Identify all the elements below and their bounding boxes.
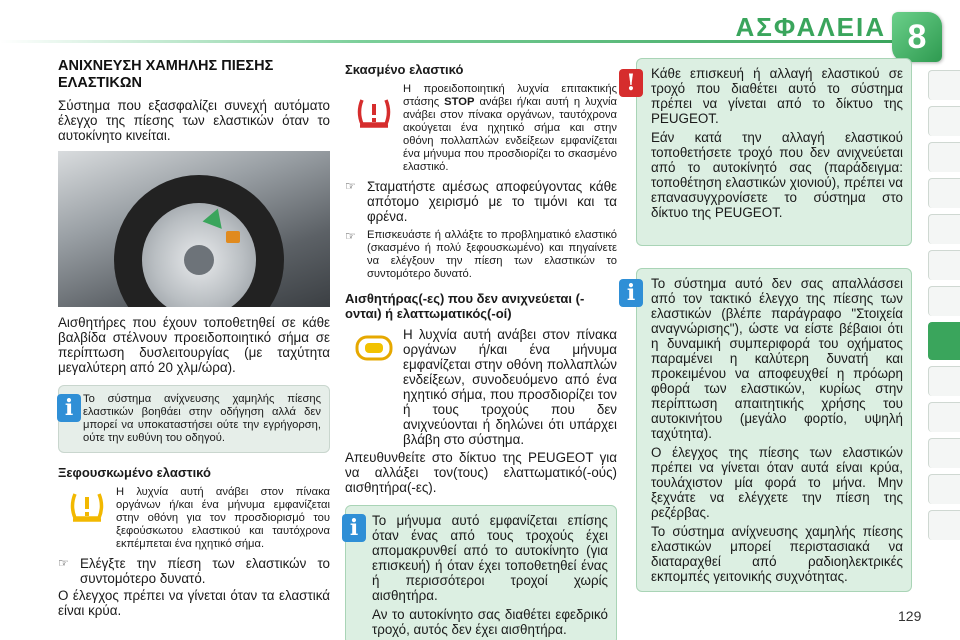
info-note-text: Το σύστημα ανίχνευσης χαμηλής πίεσης ελαστικών βοηθάει στην οδήγηση αλλά δεν μπορεί να υποκαταστήσει ούτε την εγρήγορση, ούτε την ευθύνη του οδηγού. [83, 393, 321, 444]
bullet-hand-icon: ☞ [345, 179, 356, 193]
sensor-fault-title: Αισθητήρας(-ες) που δεν ανιχνεύεται (-ονται) ή ελαττωματικός(-οί) [345, 291, 585, 321]
intro-text: Σύστημα που εξασφαλίζει συνεχή αυτόματο έλεγχο της πίεσης των ελαστικών όταν το αυτοκίνητο κινείται. [58, 98, 330, 143]
tire-pressure-warning-icon [68, 490, 106, 522]
chapter-number-badge: 8 [892, 12, 942, 62]
tire-valve-photo [58, 151, 330, 307]
puncture-bullet-1 [345, 179, 617, 224]
puncture-bullet-2-text: Επισκευάστε ή αλλάξτε το προβληματικό ελαστικό (σκασμένο ή πολύ ξεφουσκωμένο) και πηγαίνετε να ελέγξουν την πίεση των ελαστικών το συντομότερο δυνατό. [367, 229, 617, 280]
info-note-2-text: Το μήνυμα αυτό εμφανίζεται επίσης όταν ένας από τους τροχούς έχει απομακρυνθεί από το αυτοκίνητο (για επισκευή) ή όταν έχει τοποθετηθεί ένας ή περισσότεροι τροχοί χωρίς αισθητήρα. [372, 513, 608, 603]
info-note-box [58, 385, 330, 453]
puncture-text [403, 83, 617, 174]
warning-box [626, 58, 912, 246]
deflated-lamp-slot [58, 486, 116, 551]
chapter-tab[interactable] [928, 70, 960, 100]
info-icon: i [342, 514, 366, 542]
sensor-fault-text: Η λυχνία αυτή ανάβει στον πίνακα οργάνων ή/και ένα μήνυμα εμφανίζεται στην οθόνη πολλαπλών ενδείξεων, συνοδευόμενο από ένα ηχητικό σήμα, που προσδιορίζει τον ή τους τροχούς που δεν ανιχνεύονται ή δηλώνει ότι υπάρχει βλάβη στο σύστημα. [403, 327, 617, 447]
deflated-bullet [58, 556, 330, 586]
contact-network-text: Απευθυνθείτε στο δίκτυο της PEUGEOT για να αλλάξει τον(τους) ελαττωματικό(-ούς) αισθητήρα(-ες). [345, 450, 617, 495]
flat-tire-icon [355, 95, 393, 129]
column-left [58, 58, 330, 618]
wheel-hub [184, 245, 214, 275]
deflated-title: Ξεφουσκωμένο ελαστικό [58, 465, 211, 480]
info-right-text-2: Ο έλεγχος της πίεσης των ελαστικών πρέπει να γίνεται όταν αυτά είναι κρύα, τουλάχιστον μία φορά το μήνα. Μην ξεχνάτε να ελέγχετε την πίεση της ρεζέρβας. [651, 445, 903, 520]
info-note-box-2 [345, 505, 617, 640]
column-right [626, 58, 912, 592]
page-number: 129 [898, 608, 922, 624]
chapter-tab[interactable] [928, 286, 960, 316]
puncture-bullet-1-text: Σταματήστε αμέσως αποφεύγοντας κάθε απότομο χειρισμό με το τιμόνι και τα φρένα. [367, 179, 617, 224]
puncture-lamp-slot [345, 83, 403, 174]
sensor-fault-icon [354, 333, 394, 363]
warning-text-1: Κάθε επισκευή ή αλλαγή ελαστικού σε τροχό που διαθέτει αυτό το σύστημα πρέπει να γίνεται από το δίκτυο της PEUGEOT. [651, 66, 903, 126]
chapter-tab[interactable] [928, 106, 960, 136]
main-title: ΑΝΙΧΝΕΥΣΗ ΧΑΜΗΛΗΣ ΠΙΕΣΗΣ ΕΛΑΣΤΙΚΩΝ [58, 58, 274, 91]
info-icon: i [619, 279, 643, 307]
chapter-tabs [928, 70, 960, 630]
bullet-hand-icon: ☞ [58, 556, 69, 570]
chapter-tab-active[interactable] [928, 322, 960, 360]
spare-wheel-text: Αν το αυτοκίνητο σας διαθέτει εφεδρικό τροχό, αυτός δεν έχει αισθητήρα. [372, 607, 608, 637]
chapter-tab[interactable] [928, 142, 960, 172]
puncture-title: Σκασμένο ελαστικό [345, 62, 464, 77]
section-title: ΑΣΦΑΛΕΙΑ [735, 12, 886, 42]
chapter-tab[interactable] [928, 438, 960, 468]
deflated-row [58, 486, 330, 551]
chapter-tab[interactable] [928, 474, 960, 504]
warning-icon: ! [619, 69, 643, 97]
stop-label: STOP [444, 96, 475, 108]
deflated-bullet-text: Ελέγξτε την πίεση των ελαστικών το συντομότερο δυνατό. [80, 556, 330, 586]
info-icon: i [57, 394, 81, 422]
info-right-text-3: Το σύστημα ανίχνευσης χαμηλής πίεσης ελαστικών μπορεί περιστασιακά να διαταραχθεί από ραδιοηλεκτρικές εκπομπές γειτονικής συχνότητας. [651, 524, 903, 584]
puncture-row [345, 83, 617, 174]
puncture-text-after: ανάβει ή/και αυτή η λυχνία ανάβει στον πίνακα οργάνων, ταυτόχρονα ακούγεται ένα ηχητικό σήμα και στην οθόνη πολλαπλών ενδείξεων εμφανίζεται ένα μήνυμα που προσδιορίζει το σκασμένο ελαστικό. [403, 96, 617, 173]
page-header [0, 0, 960, 56]
info-right-text-1: Το σύστημα αυτό δεν σας απαλλάσσει από τον τακτικό έλεγχο της πίεσης των ελαστικών (βλέπε παράγραφο "Στοιχεία αναγνώρισης"), ώστε να είστε βέβαιοι ότι η δυναμική συμπεριφορά του οχήματος παραμένει η καλύτερη δυνατή και προκειμένου να αποφευχθεί η πρόωρη φθορά των ελαστικών, κυρίως στην περίπτωση απαιτητικής χρήσης του αυτοκινήτου (μεγάλο φορτίο, υψηλή ταχύτητα). [651, 276, 903, 441]
puncture-text-before: Η προειδοποιητική λυχνία επιτακτικής στάσης [403, 83, 617, 108]
chapter-tab[interactable] [928, 214, 960, 244]
valve-sensor [226, 231, 240, 243]
cold-check-text: Ο έλεγχος πρέπει να γίνεται όταν τα ελαστικά είναι κρύα. [58, 588, 330, 618]
chapter-tab[interactable] [928, 510, 960, 540]
deflated-text: Η λυχνία αυτή ανάβει στον πίνακα οργάνων ή/και ένα μήνυμα εμφανίζεται στην οθόνη για τον προσδιορισμό του ξεφούσκωτου ελαστικού και ταυτόχρονα εκπέμπεται ένα ηχητικό σήμα. [116, 486, 330, 550]
bullet-hand-icon: ☞ [345, 229, 356, 243]
chapter-tab[interactable] [928, 402, 960, 432]
sensors-text: Αισθητήρες που έχουν τοποθετηθεί σε κάθε βαλβίδα στέλνουν προειδοποιητικό σήμα σε περίπτωση δυσλειτουργίας (με ταχύτητα μεγαλύτερη από 20 χλμ/ώρα). [58, 315, 330, 375]
chapter-tab[interactable] [928, 250, 960, 280]
sensor-lamp-slot [345, 327, 403, 447]
warning-text-2: Εάν κατά την αλλαγή ελαστικού τοποθετήσετε τροχό που δεν ανιχνεύεται από το αυτοκίνητό σας (παράδειγμα: τοποθέτηση ελαστικών χιονιού), πρέπει να επανασυγχρονίσετε το σύστημα στο δίκτυο της PEUGEOT. [651, 130, 903, 220]
chapter-tab[interactable] [928, 178, 960, 208]
column-middle [345, 62, 617, 640]
sensor-fault-row [345, 327, 617, 447]
puncture-bullet-2 [345, 229, 617, 281]
info-box-right [626, 268, 912, 592]
chapter-tab[interactable] [928, 366, 960, 396]
